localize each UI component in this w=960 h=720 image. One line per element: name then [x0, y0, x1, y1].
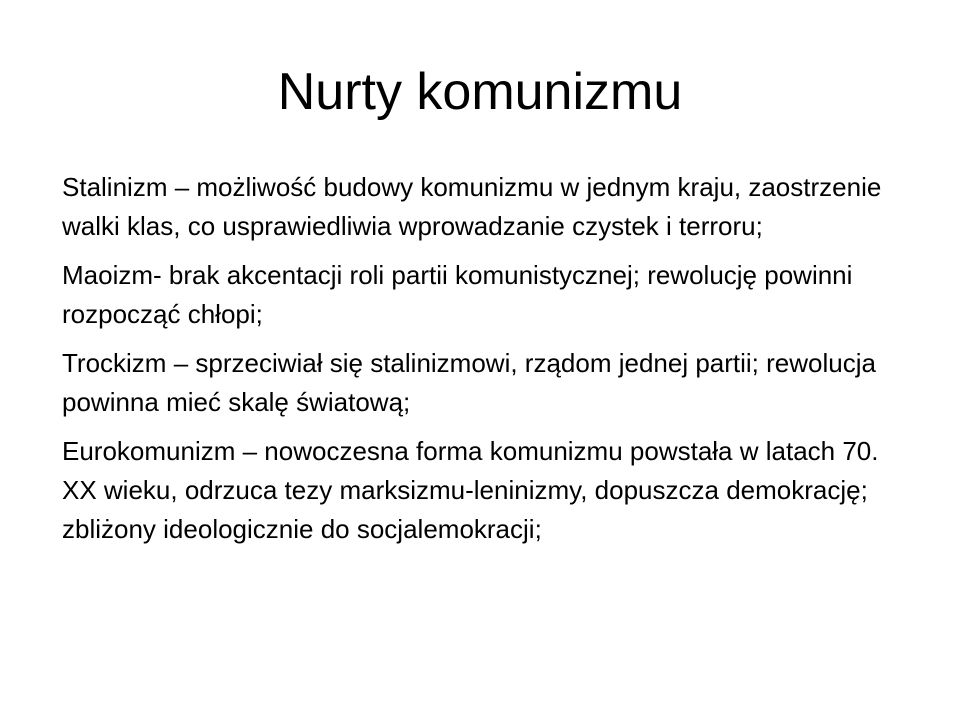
bullet-list — [62, 168, 912, 559]
bullet-stalinizm: Stalinizm – możliwość budowy komunizmu w jednym kraju, zaostrzenie walki klas, co usprawiedliwia wprowadzanie czystek i terroru; — [62, 172, 882, 241]
bullet-trockizm: Trockizm – sprzeciwiał się stalinizmowi, rządom jednej partii; rewolucja powinna mieć skalę światową; — [62, 348, 876, 417]
bullet-eurokomunizm: Eurokomunizm – nowoczesna forma komunizmu powstała w latach 70. XX wieku, odrzuca tezy marksizmu-leninizmy, dopuszcza demokrację; zbliżony ideologicznie do socjalemokracji; — [62, 436, 879, 544]
bullet-maoizm: Maoizm- brak akcentacji roli partii komunistycznej; rewolucję powinni rozpocząć chłopi; — [62, 260, 853, 329]
slide-title: Nurty komunizmu — [277, 63, 683, 121]
